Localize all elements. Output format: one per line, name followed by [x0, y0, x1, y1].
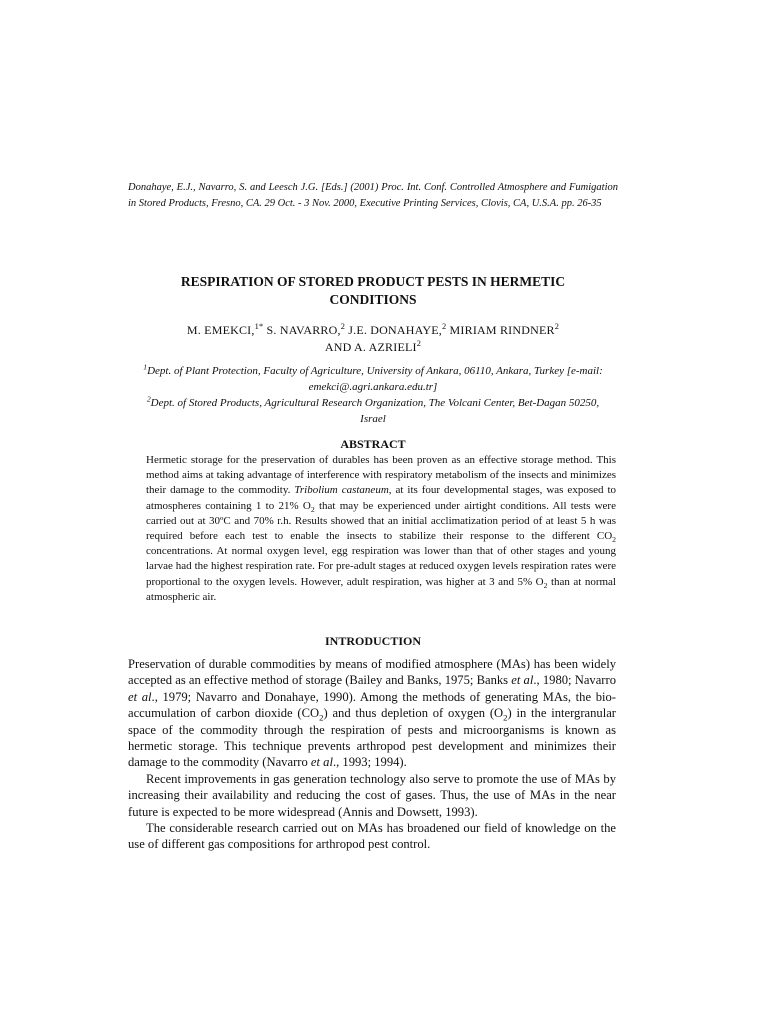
- author-donahaye-affil: 2: [441, 322, 447, 331]
- intro-italic: et al: [128, 689, 152, 704]
- author-rindner-affil: 2: [554, 322, 560, 331]
- subscript: 2: [319, 712, 324, 723]
- intro-paragraph-2: Recent improvements in gas generation technology also serve to promote the use of MAs by increasing their availability and reducing the cost of gases. Thus, the use of MAs in the near future is expected to be more widespread (Annis and Dowsett, 1993).: [128, 771, 616, 819]
- introduction-body: [128, 656, 616, 853]
- abstract-text-2: , at its four developmental stages, was exposed to atmospheres containing 1 to 21% O: [146, 484, 617, 512]
- abstract-text-1: Hermetic storage for the preservation of durables has been proven as an effective storage method. This method aims at taking advantage of interference with respiratory metabolism of the insects and minimizes their damage to the commodity.: [146, 454, 616, 497]
- intro-text: ., 1980; Navarro: [533, 673, 616, 688]
- affiliation-2-marker: 2: [146, 394, 151, 404]
- subscript: 2: [543, 580, 548, 590]
- citation-reference: Donahaye, E.J., Navarro, S. and Leesch J.G. [Eds.] (2001) Proc. Int. Conf. Controlled Atmosphere and Fumigation in Stored Products, Fresno, CA. 29 Oct. - 3 Nov. 2000, Executive Printing Services, Clovis, CA, U.S.A. pp. 26-35: [128, 182, 618, 209]
- introduction-heading: INTRODUCTION: [324, 634, 421, 648]
- intro-paragraph-1: [128, 656, 616, 771]
- intro-text: ., 1979; Navarro and Donahaye, 1990). Among the methods of generating MAs, the bio-accumulation of carbon dioxide (CO: [128, 689, 616, 721]
- author-rindner: MIRIAM RINDNER: [446, 323, 555, 337]
- affiliations: [140, 363, 606, 427]
- author-line-1: [128, 322, 618, 339]
- abstract-text-4: concentrations. At normal oxygen level, egg respiration was lower than that of other stages and young larvae had the highest respiration rate. For pre-adult stages at reduced oxygen levels respiration rates were proportional to the oxygen levels. However, adult respiration, was higher at 3 and 5% O: [146, 545, 616, 588]
- paper-title: [128, 273, 618, 309]
- author-line-2: [128, 339, 618, 356]
- intro-text: ) in the intergranular space of the commodity through the respiration of pests and microorganisms is known as hermetic storage. This technique prevents arthropod pest development and minimizes their damage to the commodity (Navarro: [128, 706, 616, 770]
- author-emekci: M. EMEKCI,: [186, 323, 255, 337]
- author-donahaye: J.E. DONAHAYE,: [345, 323, 442, 337]
- author-list: [128, 322, 618, 356]
- species-name: Tribolium castaneum: [294, 484, 389, 497]
- intro-text: ) and thus depletion of oxygen (O: [323, 706, 504, 721]
- title-line-2: CONDITIONS: [329, 292, 417, 307]
- author-azrieli-affil: 2: [416, 339, 422, 348]
- affiliation-1-marker: 1: [143, 362, 148, 372]
- affiliation-1-text: Dept. of Plant Protection, Faculty of Agriculture, University of Ankara, 06110, Ankara, Turkey [e-mail: emekci@.agri.ankara.edu.tr]: [147, 365, 603, 393]
- intro-italic: et al: [511, 673, 534, 688]
- abstract-text-3: that may be experienced under airtight conditions. All tests were carried out at 30ºC and 70% r.h. Results showed that an initial acclimatization period of at least 5 h was required before each test to enable the insects to stabilize their response to the different CO: [146, 499, 616, 543]
- abstract-heading: ABSTRACT: [340, 437, 406, 451]
- author-emekci-affil: 1*: [254, 322, 264, 331]
- affiliation-2-text: Dept. of Stored Products, Agricultural Research Organization, The Volcani Center, Bet-Dagan 50250, Israel: [150, 397, 600, 425]
- subscript: 2: [612, 535, 616, 545]
- affiliation-2: [140, 395, 606, 427]
- subscript: 2: [310, 504, 315, 514]
- intro-italic: et al: [310, 755, 333, 770]
- subscript: 2: [503, 712, 508, 723]
- title-line-1: RESPIRATION OF STORED PRODUCT PESTS IN HERMETIC: [180, 274, 566, 289]
- abstract-text-5: than at normal atmospheric air.: [146, 575, 616, 603]
- intro-text: ., 1993; 1994).: [332, 755, 407, 770]
- abstract-body: [146, 453, 616, 605]
- intro-text: Preservation of durable commodities by means of modified atmosphere (MAs) has been widely accepted as an effective method of storage (Bailey and Banks, 1975; Banks: [128, 657, 616, 688]
- affiliation-1: [140, 363, 606, 395]
- intro-paragraph-3: The considerable research carried out on MAs has broadened our field of knowledge on the use of different gas compositions for arthropod pest control.: [128, 821, 616, 852]
- author-navarro: S. NAVARRO,: [263, 323, 341, 337]
- author-azrieli: AND A. AZRIELI: [324, 340, 417, 354]
- author-navarro-affil: 2: [340, 322, 346, 331]
